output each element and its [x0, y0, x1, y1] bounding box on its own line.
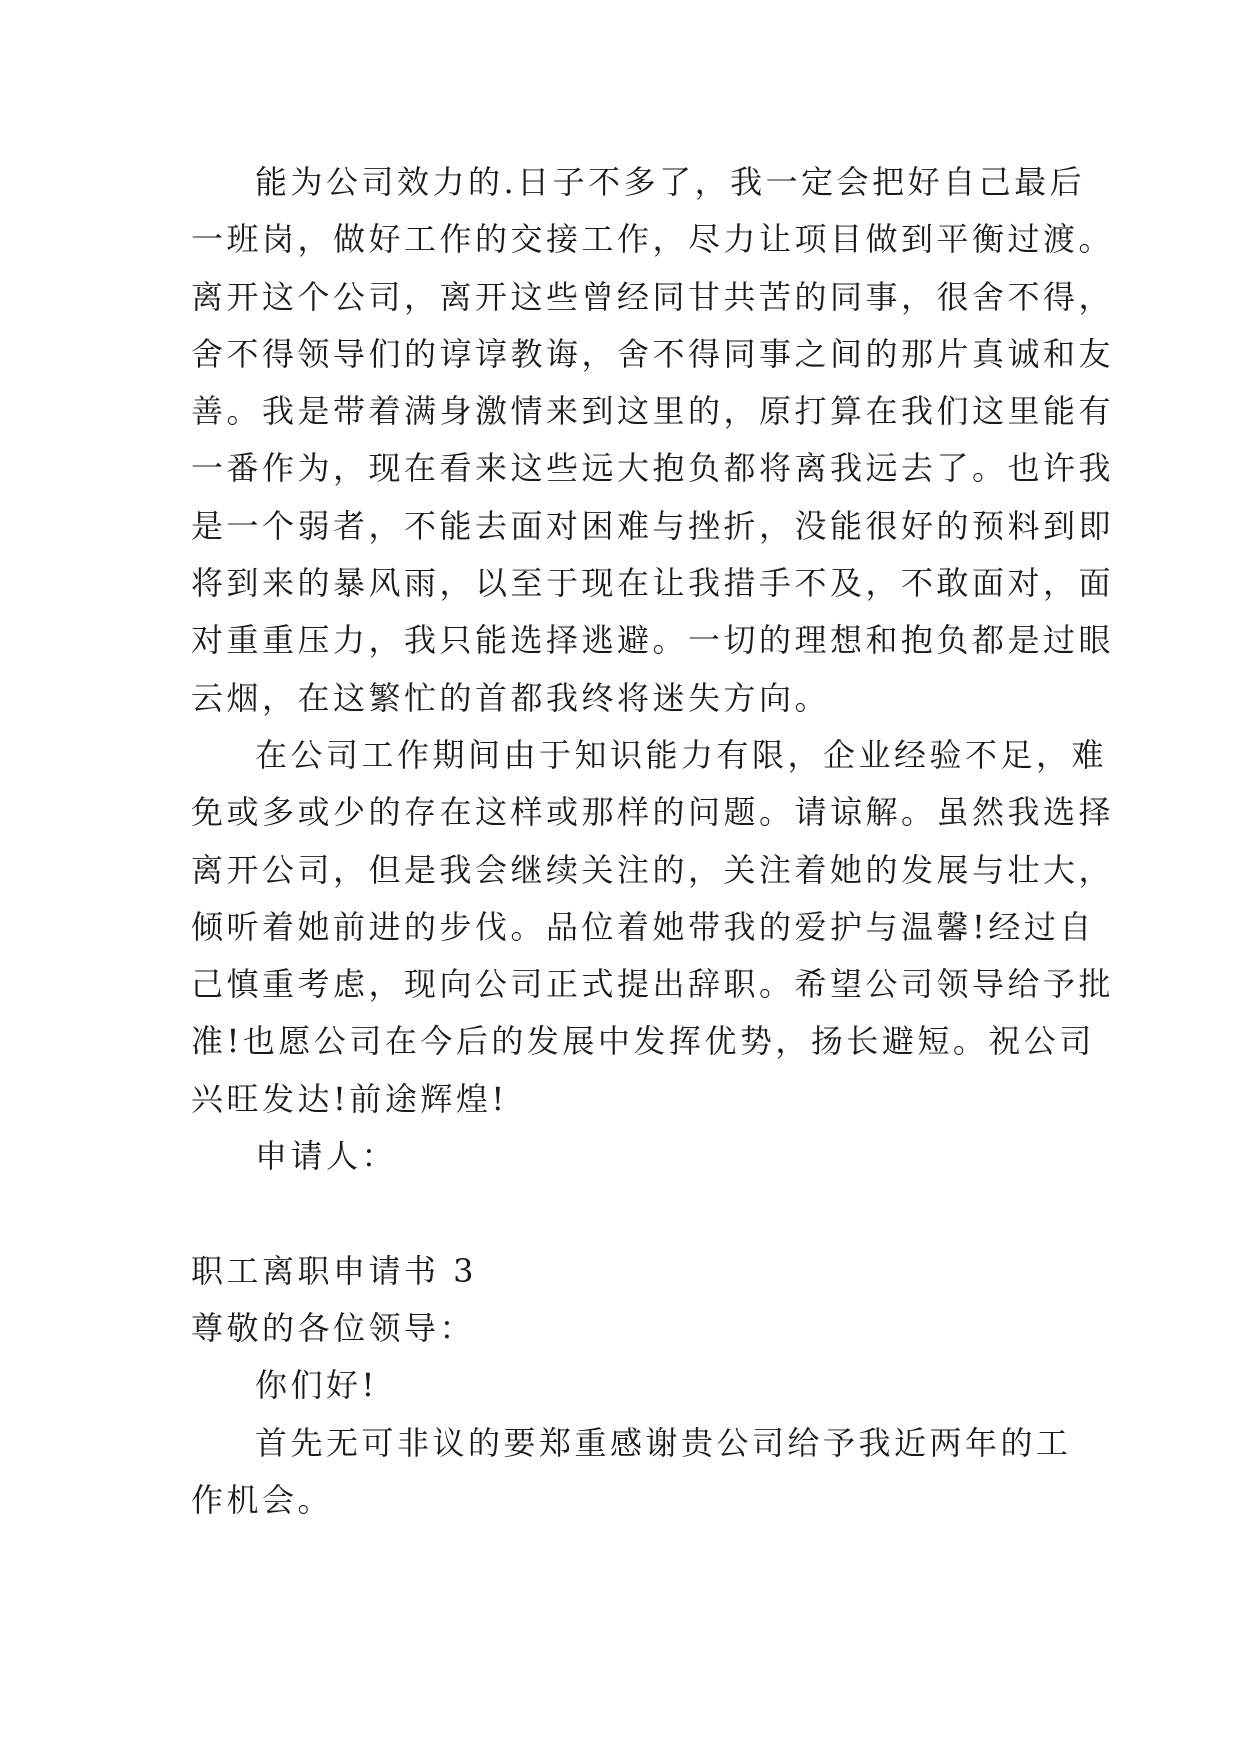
text-line: 一番作为，现在看来这些远大抱负都将离我远去了。也许我: [191, 449, 1115, 488]
text-line: 首先无可非议的要郑重感谢贵公司给予我近两年的工: [255, 1423, 1072, 1462]
text-line: 舍不得领导们的谆谆教诲，舍不得同事之间的那片真诚和友: [191, 334, 1115, 373]
text-line: 离开这个公司，离开这些曾经同甘共苦的同事，很舍不得，: [191, 277, 1115, 316]
text-line: 善。我是带着满身激情来到这里的，原打算在我们这里能有: [191, 392, 1115, 431]
text-line: 将到来的暴风雨，以至于现在让我措手不及，不敢面对，面: [191, 564, 1115, 603]
section-title: 职工离职申请书 3: [191, 1251, 478, 1290]
text-line: 兴旺发达!前途辉煌!: [191, 1079, 508, 1118]
text-line: 是一个弱者，不能去面对困难与挫折，没能很好的预料到即: [191, 506, 1115, 545]
paragraph-1: [191, 154, 1115, 727]
text-line: 能为公司效力的.日子不多了，我一定会把好自己最后: [255, 163, 1086, 201]
text-line: 作机会。: [191, 1480, 334, 1519]
text-line: 准!也愿公司在今后的发展中发挥优势，扬长避短。祝公司: [191, 1022, 1095, 1061]
paragraph-2: [191, 727, 1115, 1128]
greeting: 你们好!: [255, 1366, 378, 1405]
applicant-label: 申请人：: [255, 1137, 398, 1176]
text-line: 云烟，在这繁忙的首都我终将迷失方向。: [191, 678, 831, 717]
text-line: 离开公司，但是我会继续关注的，关注着她的发展与壮大，: [191, 850, 1115, 889]
text-line: 免或多或少的存在这样或那样的问题。请谅解。虽然我选择: [191, 793, 1115, 832]
paragraph-3: [191, 1415, 1072, 1530]
text-line: 对重重压力，我只能选择逃避。一切的理想和抱负都是过眼: [191, 621, 1115, 660]
salutation: 尊敬的各位领导：: [191, 1308, 476, 1347]
text-line: 在公司工作期间由于知识能力有限，企业经验不足，难: [255, 735, 1108, 774]
text-line: 己慎重考虑，现向公司正式提出辞职。希望公司领导给予批: [191, 965, 1115, 1004]
text-line: 一班岗，做好工作的交接工作，尽力让项目做到平衡过渡。: [191, 220, 1115, 259]
text-line: 倾听着她前进的步伐。品位着她带我的爱护与温馨!经过自: [191, 907, 1095, 946]
document-body: [191, 154, 1115, 1529]
blank-line: [191, 1185, 1051, 1242]
